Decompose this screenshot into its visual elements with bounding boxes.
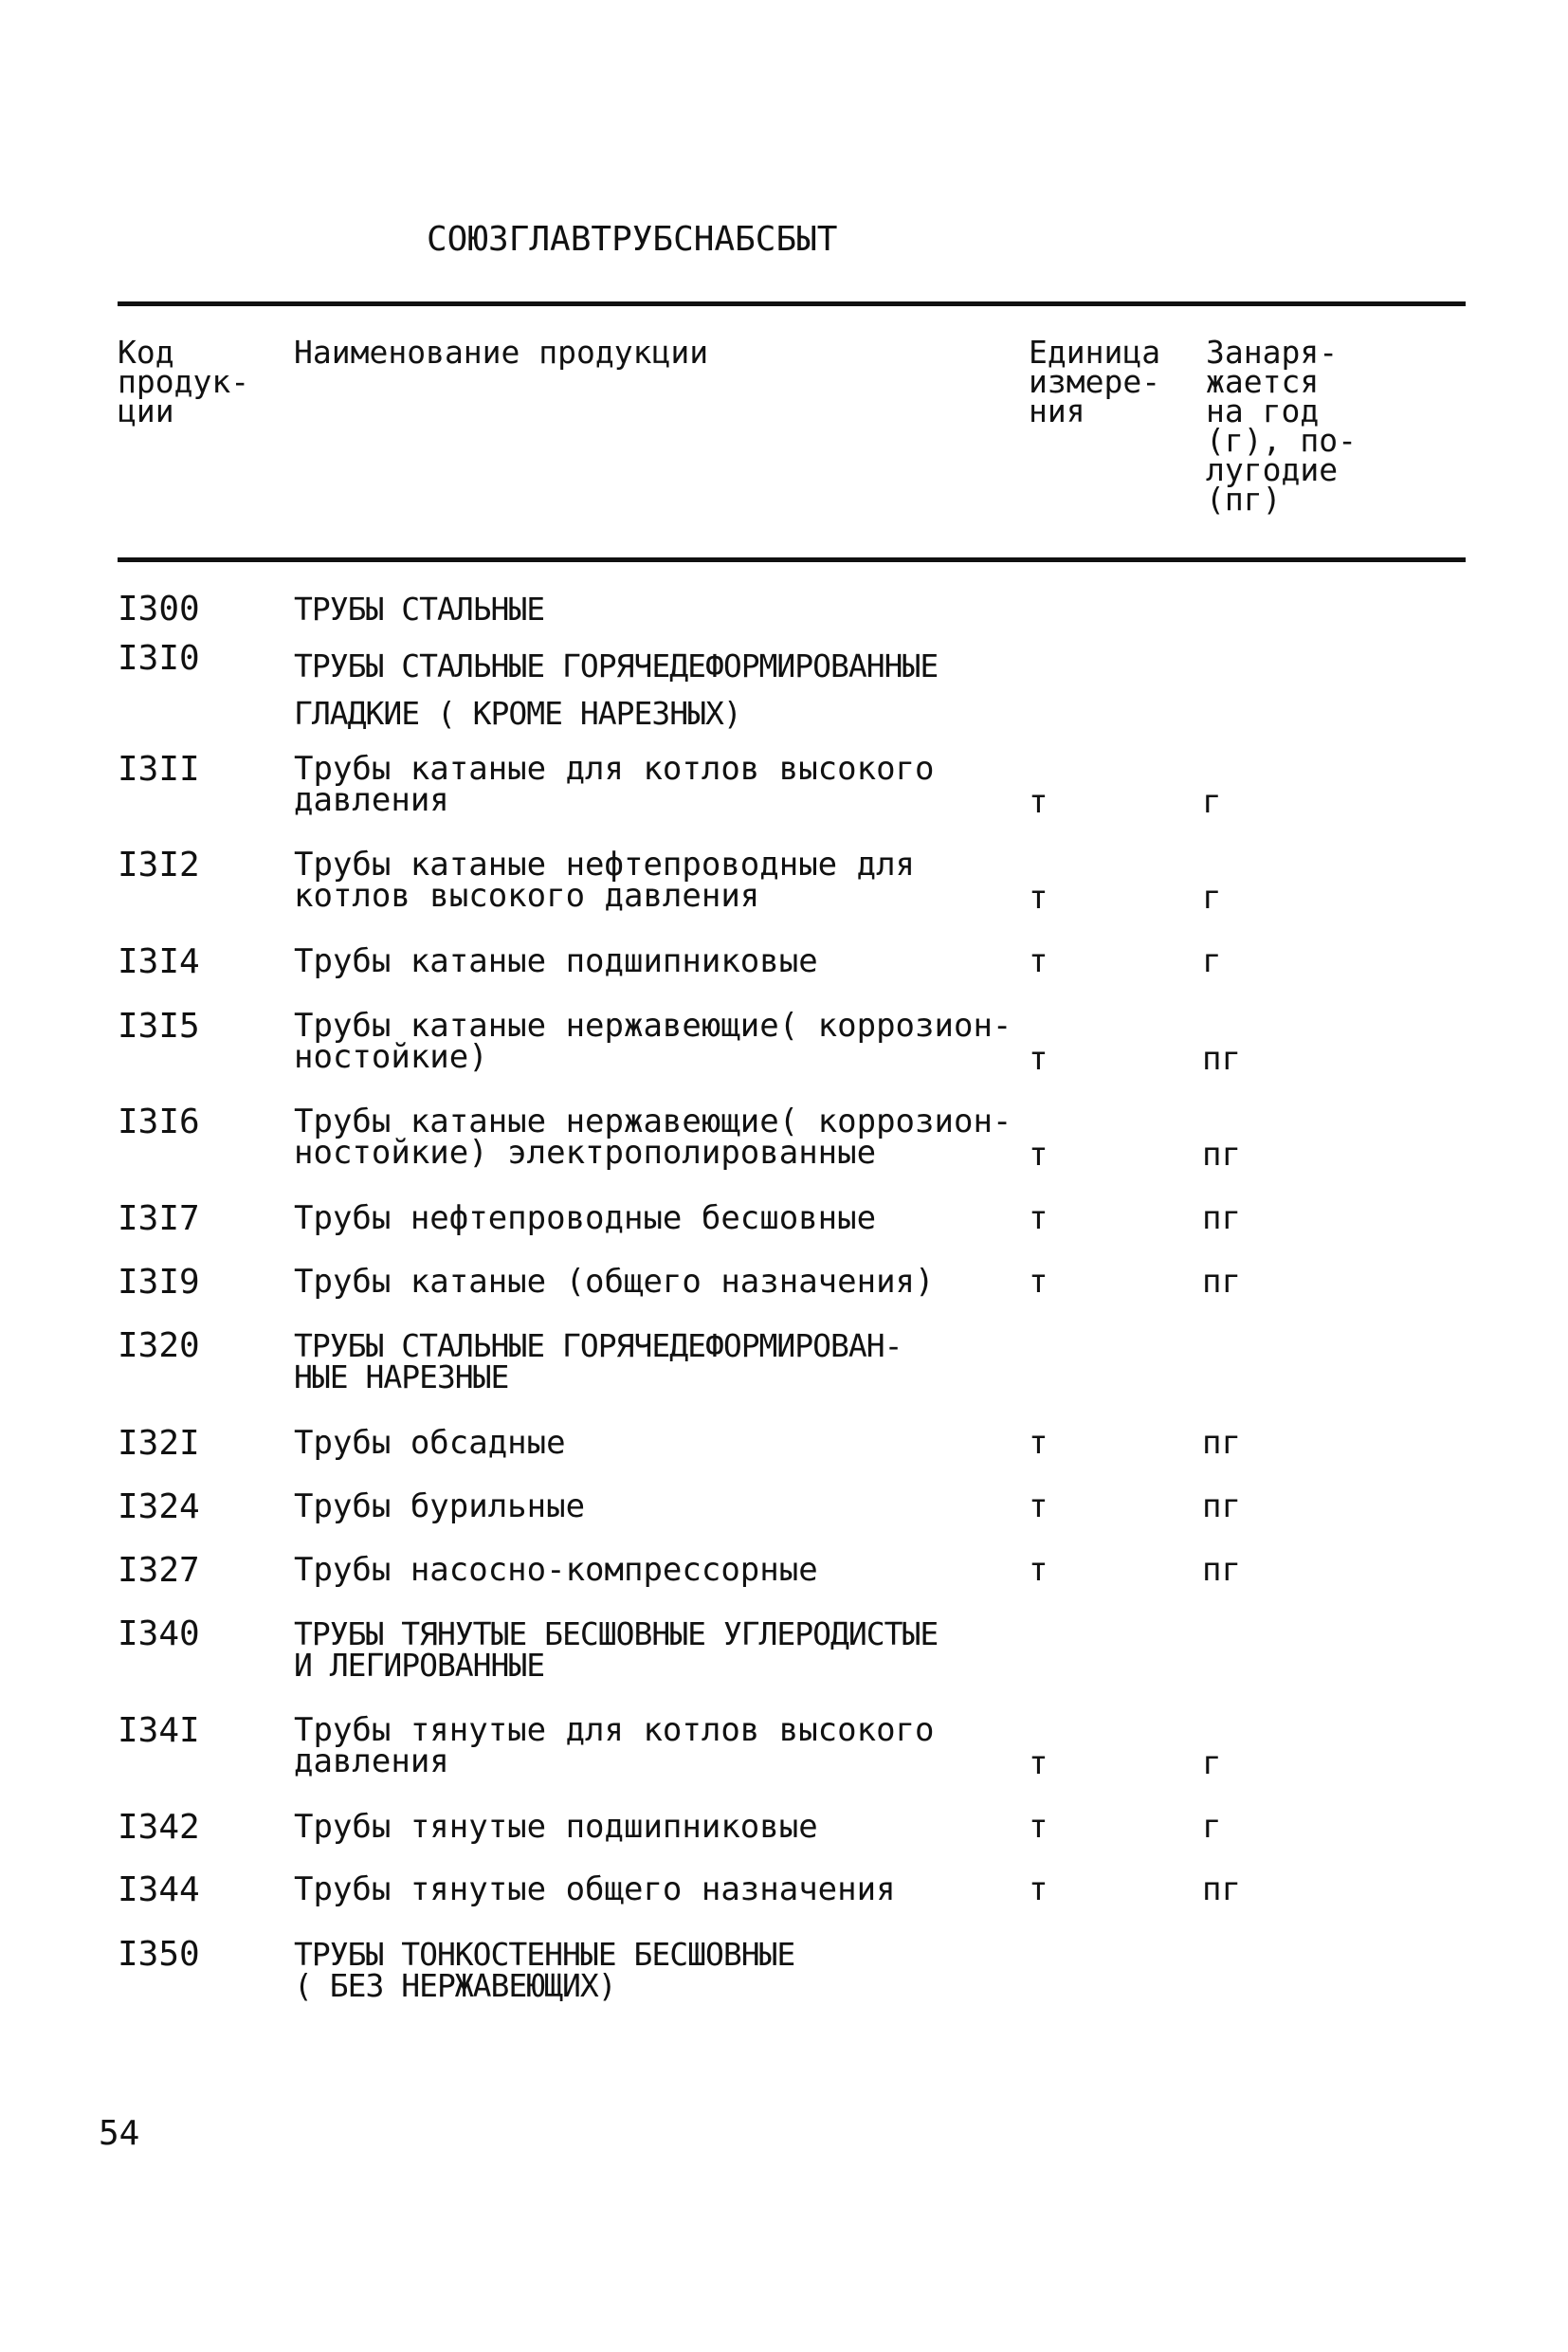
product-period: пг: [1202, 1040, 1241, 1078]
page-number: 54: [99, 2114, 140, 2153]
product-unit: т: [1029, 1263, 1048, 1301]
product-period: пг: [1202, 1424, 1241, 1462]
product-name: Трубы насосно-компрессорные: [294, 1551, 818, 1589]
product-name: Трубы бурильные: [294, 1487, 586, 1525]
product-name: ТРУБЫ ТЯНУТЫЕ БЕСШОВНЫЕ УГЛЕРОДИСТЫЕ И ЛЕГИРОВАННЫЕ: [294, 1615, 939, 1684]
product-code: I3II: [118, 750, 200, 789]
product-unit: т: [1029, 1808, 1048, 1846]
product-unit: т: [1029, 1424, 1048, 1462]
product-unit: т: [1029, 1040, 1048, 1078]
product-unit: т: [1029, 1870, 1048, 1908]
header-bottom-rule: [118, 557, 1466, 562]
product-period: пг: [1202, 1199, 1241, 1237]
product-name: Трубы тянутые для котлов высокого давления: [294, 1711, 935, 1780]
product-period: г: [1202, 942, 1222, 980]
product-name: ТРУБЫ СТАЛЬНЫЕ ГОРЯЧЕДЕФОРМИРОВАН- НЫЕ НАРЕЗНЫЕ: [294, 1327, 903, 1395]
product-code: I340: [118, 1614, 200, 1653]
product-code: I3I0: [118, 639, 200, 678]
product-name: Трубы тянутые общего назначения: [294, 1870, 896, 1908]
product-name: Трубы нефтепроводные бесшовные: [294, 1199, 877, 1237]
organization-title: СОЮЗГЛАВТРУБСНАБСБЫТ: [427, 220, 838, 259]
product-code: I3I4: [118, 942, 200, 981]
product-name: Трубы катаные нефтепроводные для котлов высокого давления: [294, 846, 916, 915]
product-name: ТРУБЫ ТОНКОСТЕННЫЕ БЕСШОВНЫЕ ( БЕЗ НЕРЖАВЕЮЩИХ): [294, 1936, 795, 2004]
product-unit: т: [1029, 1199, 1048, 1237]
product-code: I3I7: [118, 1199, 200, 1238]
product-name: Трубы катаные (общего назначения): [294, 1263, 935, 1301]
product-code: I342: [118, 1808, 200, 1847]
column-header-period: Занаря- жается на год (г), по- лугодие (пг): [1206, 334, 1357, 518]
product-code: I327: [118, 1551, 200, 1590]
product-code: I3I5: [118, 1007, 200, 1046]
product-period: г: [1202, 1744, 1222, 1782]
product-unit: т: [1029, 942, 1048, 980]
product-name: Трубы тянутые подшипниковые: [294, 1808, 818, 1846]
product-code: I300: [118, 590, 200, 629]
product-unit: т: [1029, 1136, 1048, 1174]
product-period: пг: [1202, 1551, 1241, 1589]
product-period: г: [1202, 1808, 1222, 1846]
column-header-code: Код продук- ции: [118, 334, 250, 429]
product-code: I3I9: [118, 1263, 200, 1302]
product-unit: т: [1029, 1551, 1048, 1589]
product-period: пг: [1202, 1263, 1241, 1301]
product-code: I350: [118, 1935, 200, 1974]
product-name: Трубы обсадные: [294, 1424, 566, 1462]
product-name: ТРУБЫ СТАЛЬНЫЕ ГОРЯЧЕДЕФОРМИРОВАННЫЕ ГЛАДКИЕ ( КРОМЕ НАРЕЗНЫХ): [294, 647, 939, 732]
product-code: I320: [118, 1326, 200, 1365]
product-name: ТРУБЫ СТАЛЬНЫЕ: [294, 591, 545, 628]
product-name: Трубы катаные нержавеющие( коррозион- ностойкие): [294, 1007, 1012, 1076]
product-period: пг: [1202, 1487, 1241, 1525]
product-unit: т: [1029, 783, 1048, 821]
product-unit: т: [1029, 879, 1048, 917]
product-unit: т: [1029, 1744, 1048, 1782]
product-name: Трубы катаные нержавеющие( коррозион- ностойкие) электрополированные: [294, 1103, 1012, 1172]
product-period: г: [1202, 783, 1222, 821]
product-code: I32I: [118, 1424, 200, 1463]
product-name: Трубы катаные для котлов высокого давления: [294, 750, 935, 819]
product-unit: т: [1029, 1487, 1048, 1525]
column-header-name: Наименование продукции: [294, 334, 709, 371]
product-code: I3I2: [118, 846, 200, 884]
column-header-unit: Единица измере- ния: [1029, 334, 1161, 429]
product-period: г: [1202, 879, 1222, 917]
product-code: I34I: [118, 1711, 200, 1750]
header-top-rule: [118, 301, 1466, 306]
product-code: I3I6: [118, 1103, 200, 1141]
product-code: I324: [118, 1487, 200, 1526]
product-period: пг: [1202, 1870, 1241, 1908]
product-period: пг: [1202, 1136, 1241, 1174]
product-code: I344: [118, 1870, 200, 1909]
product-name: Трубы катаные подшипниковые: [294, 942, 818, 980]
